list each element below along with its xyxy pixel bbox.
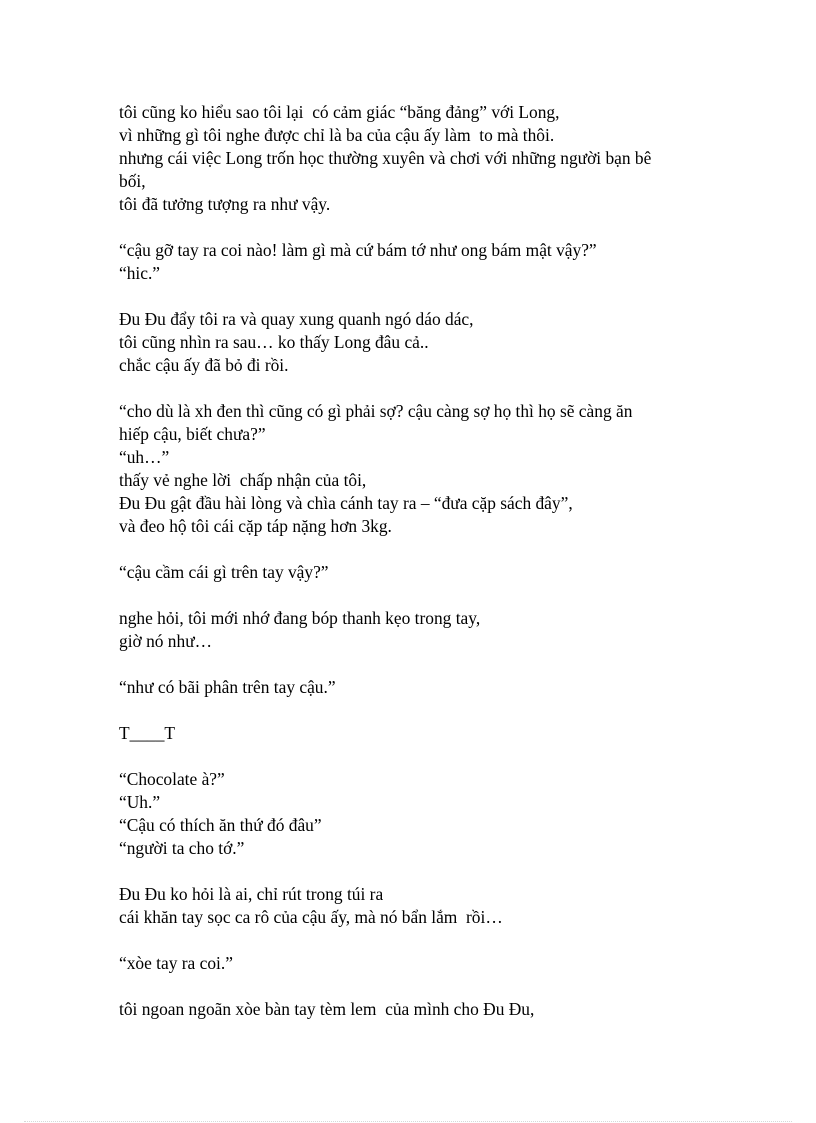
paragraph: [119, 676, 719, 699]
text-line: “như có bãi phân trên tay cậu.”: [119, 677, 336, 697]
text-line: T____T: [119, 723, 176, 743]
paragraph: [119, 101, 719, 216]
text-line: vì những gì tôi nghe được chỉ là ba của cậu ấy làm to mà thôi.: [119, 125, 555, 145]
text-line: hiếp cậu, biết chưa?”: [119, 424, 266, 444]
paragraph: [119, 952, 719, 975]
text-line: “cậu cầm cái gì trên tay vậy?”: [119, 562, 329, 582]
paragraph: [119, 400, 719, 538]
paragraph: [119, 883, 719, 929]
paragraph: [119, 768, 719, 860]
paragraph: [119, 998, 719, 1021]
paragraph: [119, 607, 719, 653]
paragraph: [119, 722, 719, 745]
text-line: “Cậu có thích ăn thứ đó đâu”: [119, 815, 322, 835]
text-line: tôi cũng nhìn ra sau… ko thấy Long đâu cả..: [119, 332, 429, 352]
text-line: nhưng cái việc Long trốn học thường xuyên và chơi với những người bạn bê: [119, 148, 652, 168]
text-line: “hic.”: [119, 263, 161, 283]
page-bottom-border: [24, 1121, 792, 1122]
text-line: cái khăn tay sọc ca rô của cậu ấy, mà nó bẩn lắm rồi…: [119, 907, 503, 927]
paragraph: [119, 308, 719, 377]
text-line: Đu Đu ko hỏi là ai, chỉ rút trong túi ra: [119, 884, 384, 904]
text-line: Đu Đu gật đầu hài lòng và chìa cánh tay ra – “đưa cặp sách đây”,: [119, 493, 573, 513]
text-line: thấy vẻ nghe lời chấp nhận của tôi,: [119, 470, 367, 490]
text-line: bối,: [119, 171, 146, 191]
text-line: và đeo hộ tôi cái cặp táp nặng hơn 3kg.: [119, 516, 392, 536]
text-line: tôi ngoan ngoãn xòe bàn tay tèm lem của mình cho Đu Đu,: [119, 999, 535, 1019]
text-line: “Chocolate à?”: [119, 769, 225, 789]
text-line: tôi đã tưởng tượng ra như vậy.: [119, 194, 331, 214]
text-line: giờ nó như…: [119, 631, 213, 651]
text-line: “Uh.”: [119, 792, 161, 812]
document-body: [119, 101, 719, 1021]
text-line: “uh…”: [119, 447, 170, 467]
text-line: tôi cũng ko hiểu sao tôi lại có cảm giác “băng đảng” với Long,: [119, 102, 560, 122]
text-line: “xòe tay ra coi.”: [119, 953, 233, 973]
paragraph: [119, 561, 719, 584]
text-line: “người ta cho tớ.”: [119, 838, 245, 858]
text-line: “cho dù là xh đen thì cũng có gì phải sợ? cậu càng sợ họ thì họ sẽ càng ăn: [119, 401, 633, 421]
paragraph: [119, 239, 719, 285]
text-line: “cậu gỡ tay ra coi nào! làm gì mà cứ bám tớ như ong bám mật vậy?”: [119, 240, 597, 260]
text-line: nghe hỏi, tôi mới nhớ đang bóp thanh kẹo trong tay,: [119, 608, 481, 628]
text-line: chắc cậu ấy đã bỏ đi rồi.: [119, 355, 289, 375]
text-line: Đu Đu đẩy tôi ra và quay xung quanh ngó dáo dác,: [119, 309, 474, 329]
